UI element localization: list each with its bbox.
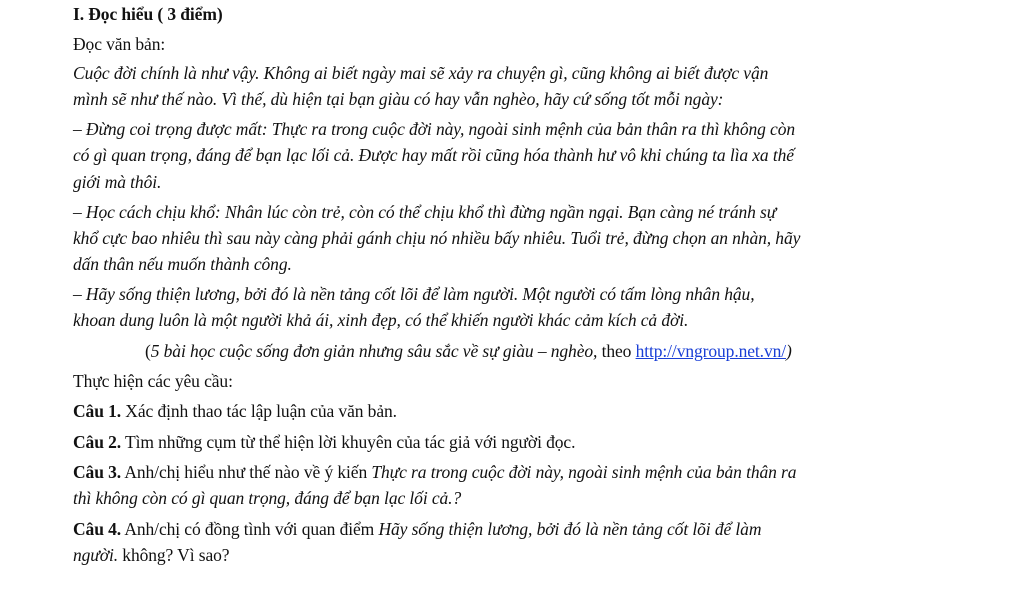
passage-line: – Học cách chịu khổ: Nhân lúc còn trẻ, còn có thể chịu khổ thì đừng ngần ngại. Bạn càng né tránh sự <box>73 202 777 222</box>
source-open-paren: ( <box>145 341 151 361</box>
passage-line: khổ cực bao nhiêu thì sau này càng phải gánh chịu nó nhiều bấy nhiêu. Tuổi trẻ, đừng chọn an nhàn, hãy <box>73 228 801 248</box>
source-theo: theo <box>597 341 636 361</box>
question-label: Câu 1. <box>73 401 122 421</box>
passage-line: có gì quan trọng, đáng để bạn lạc lối cả. Được hay mất rồi cũng hóa thành hư vô khi chúng ta lìa xa thế <box>73 145 794 165</box>
source-citation <box>145 339 792 363</box>
passage-line: dấn thân nếu muốn thành công. <box>73 254 292 274</box>
passage-line: Cuộc đời chính là như vậy. Không ai biết ngày mai sẽ xảy ra chuyện gì, cũng không ai biết được vận <box>73 63 769 83</box>
passage-line: mình sẽ như thế nào. Vì thế, dù hiện tại bạn giàu có hay vẫn nghèo, hãy cứ sống tốt mỗi ngày: <box>73 89 724 109</box>
passage-line: khoan dung luôn là một người khả ái, xinh đẹp, có thể khiến người khác cảm kích cả đời. <box>73 310 689 330</box>
question-3-continued: thì không còn có gì quan trọng, đáng để bạn lạc lối cả.? <box>73 488 462 508</box>
question-tail: không? Vì sao? <box>118 545 230 565</box>
question-4-continued <box>73 543 229 567</box>
question-text: Tìm những cụm từ thể hiện lời khuyên của tác giả với người đọc. <box>121 432 576 452</box>
question-quote: Hãy sống thiện lương, bởi đó là nền tảng cốt lõi để làm <box>378 519 762 539</box>
passage-line: giới mà thôi. <box>73 172 162 192</box>
question-4 <box>73 517 761 541</box>
reading-intro: Đọc văn bản: <box>73 34 166 54</box>
question-quote: Thực ra trong cuộc đời này, ngoài sinh mệnh của bản thân ra <box>371 462 797 482</box>
question-label: Câu 4. <box>73 519 122 539</box>
question-label: Câu 2. <box>73 432 122 452</box>
question-text: Anh/chị có đồng tình với quan điểm <box>121 519 379 539</box>
question-quote: người. <box>73 545 119 565</box>
question-1 <box>73 399 397 423</box>
question-3 <box>73 460 796 484</box>
question-text: Xác định thao tác lập luận của văn bản. <box>121 401 397 421</box>
source-link[interactable]: http://vngroup.net.vn/ <box>635 341 787 361</box>
source-close-paren: ) <box>786 341 792 361</box>
question-2 <box>73 430 575 454</box>
question-text: Anh/chị hiểu như thế nào về ý kiến <box>121 462 372 482</box>
section-title: I. Đọc hiểu ( 3 điểm) <box>73 4 223 24</box>
source-title: 5 bài học cuộc sống đơn giản nhưng sâu sắc về sự giàu – nghèo, <box>150 341 598 361</box>
passage-line: – Hãy sống thiện lương, bởi đó là nền tảng cốt lõi để làm người. Một người có tấm lòng nhân hậu, <box>73 284 755 304</box>
question-label: Câu 3. <box>73 462 122 482</box>
passage-line: – Đừng coi trọng được mất: Thực ra trong cuộc đời này, ngoài sinh mệnh của bản thân ra thì không còn <box>73 119 796 139</box>
tasks-intro: Thực hiện các yêu cầu: <box>73 371 233 391</box>
